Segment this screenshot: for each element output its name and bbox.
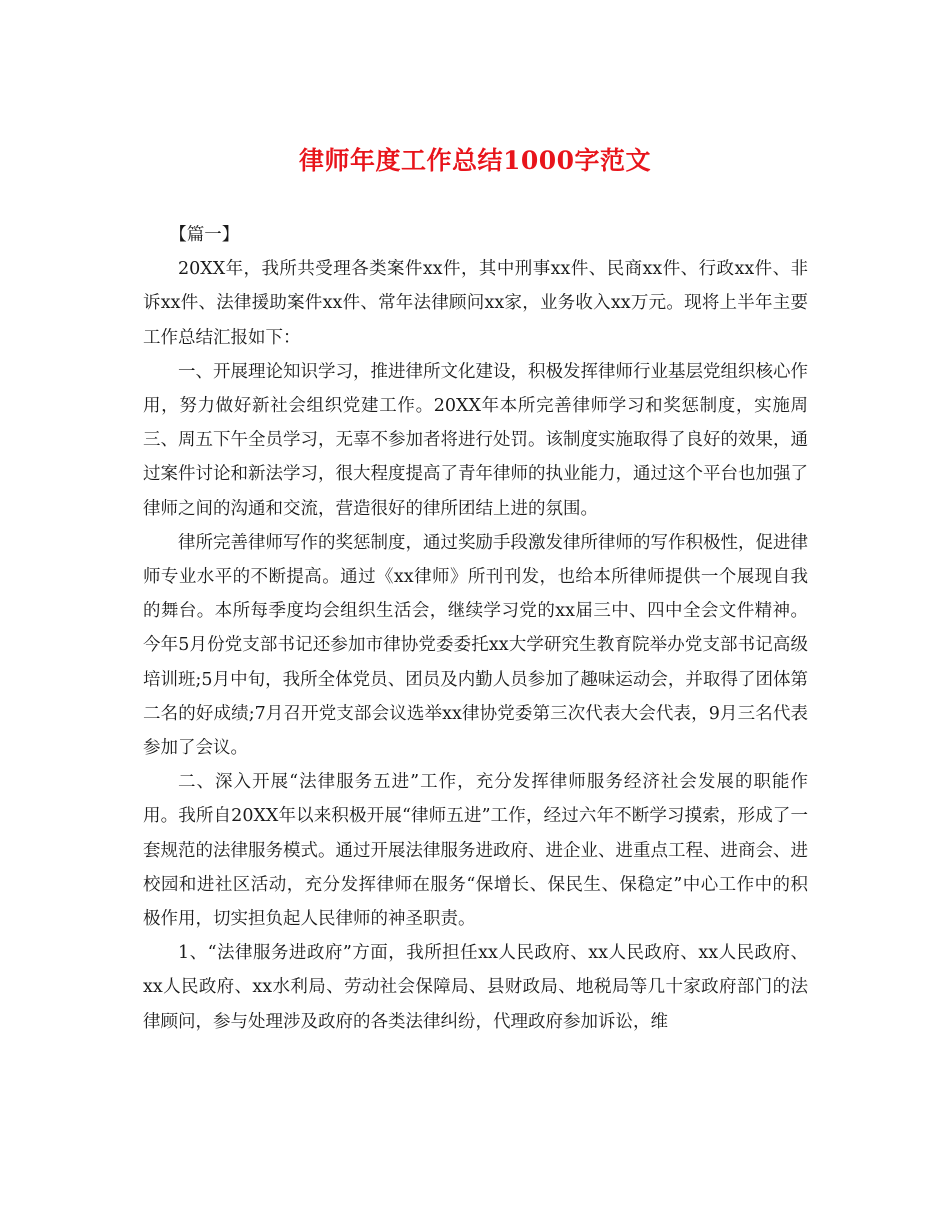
document-title: 律师年度工作总结1000字范文	[298, 146, 652, 175]
paragraph-section-1: 一、开展理论知识学习，推进律所文化建设，积极发挥律师行业基层党组织核心作用，努力做好新社会组织党建工作。20XX年本所完善律师学习和奖惩制度，实施周三、周五下午全员学习，无辜不参加者将进行处罚。该制度实施取得了良好的效果，通过案件讨论和新法学习，很大程度提高了青年律师的执业能力，通过这个平台也加强了律师之间的沟通和交流，营造很好的律所团结上进的氛围。	[143, 361, 808, 519]
paragraph-item-1: 1、“法律服务进政府”方面，我所担任xx人民政府、xx人民政府、xx人民政府、xx人民政府、xx水利局、劳动社会保障局、县财政局、地税局等几十家政府部门的法律顾问，参与处理涉及政府的各类法律纠纷，代理政府参加诉讼，维	[143, 943, 808, 1032]
paragraph-intro: 20XX年，我所共受理各类案件xx件，其中刑事xx件、民商xx件、行政xx件、非诉xx件、法律援助案件xx件、常年法律顾问xx家，业务收入xx万元。现将上半年主要工作总结汇报如下：	[143, 259, 808, 348]
section-heading: 【篇一】	[169, 225, 240, 245]
paragraph-writing-system: 律所完善律师写作的奖惩制度，通过奖励手段激发律所律师的写作积极性，促进律师专业水平的不断提高。通过《xx律师》所刊刊发，也给本所律师提供一个展现自我的舞台。本所每季度均会组织生活会，继续学习党的xx届三中、四中全会文件精神。今年5月份党支部书记还参加市律协党委委托xx大学研究生教育院举办党支部书记高级培训班;5月中旬，我所全体党员、团员及内勤人员参加了趣味运动会，并取得了团体第二名的好成绩;7月召开党支部会议选举xx律协党委第三次代表大会代表，9月三名代表参加了会议。	[143, 532, 808, 759]
document-body	[143, 218, 808, 1039]
paragraph-section-2: 二、深入开展“法律服务五进”工作，充分发挥律师服务经济社会发展的职能作用。我所自20XX年以来积极开展“律师五进”工作，经过六年不断学习摸索，形成了一套规范的法律服务模式。通过开展法律服务进政府、进企业、进重点工程、进商会、进校园和进社区活动，充分发挥律师在服务“保增长、保民生、保稳定”中心工作中的积极作用，切实担负起人民律师的神圣职责。	[143, 772, 808, 930]
